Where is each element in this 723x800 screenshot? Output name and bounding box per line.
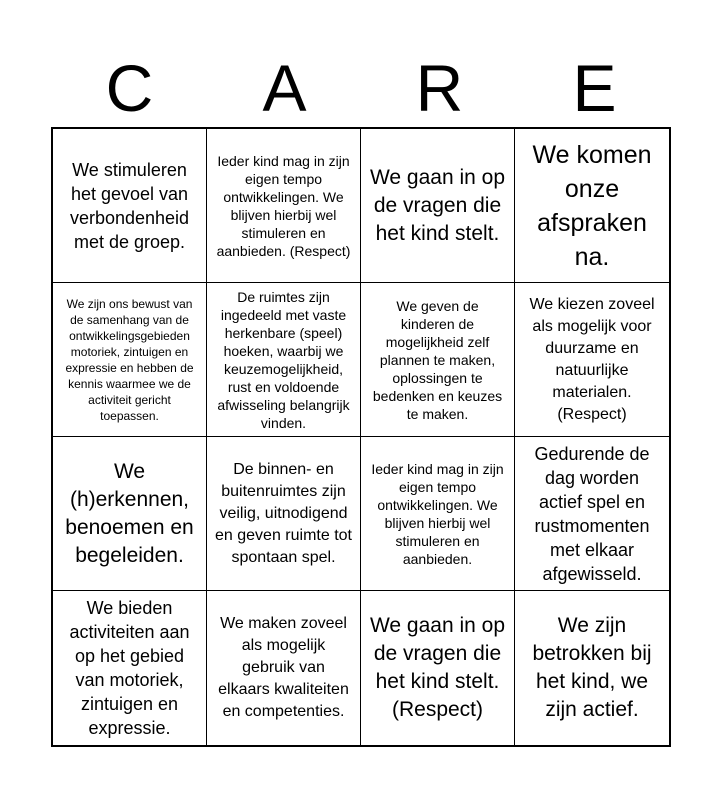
bingo-header [52,50,672,126]
bingo-cell: We stimuleren het gevoel van verbondenheid met de groep. [53,129,207,283]
bingo-cell: We gaan in op de vragen die het kind stelt. (Respect) [361,591,515,745]
bingo-cell: Gedurende de dag worden actief spel en rustmomenten met elkaar afgewisseld. [515,437,669,591]
bingo-cell: We zijn betrokken bij het kind, we zijn actief. [532,614,652,721]
bingo-cell: We komen onze afspraken na. [515,129,669,283]
bingo-cell: We bieden activiteiten aan op het gebied van motoriek, zintuigen en expressie. [53,591,207,745]
header-letter-e: E [572,51,617,125]
bingo-grid [51,127,671,747]
bingo-cell: We (h)erkennen, benoemen en begeleiden. [53,437,207,591]
bingo-cell: We kiezen zoveel als mogelijk voor duurzame en natuurlijke materialen. (Respect) [515,283,669,437]
header-letter-r: R [415,51,464,125]
header-letter-c: C [105,51,154,125]
header-letter-a: A [262,51,307,125]
bingo-cell: We gaan in op de vragen die het kind stelt. [361,129,515,283]
bingo-cell: Ieder kind mag in zijn eigen tempo ontwikkelingen. We blijven hierbij wel stimuleren en aanbieden. (Respect) [207,129,361,283]
bingo-cell: We zijn ons bewust van de samenhang van de ontwikkelingsgebieden motoriek, zintuigen en expressie en hebben de kennis waarmee we de activiteit gericht toepassen. [53,283,207,437]
bingo-cell: Ieder kind mag in zijn eigen tempo ontwikkelingen. We blijven hierbij wel stimuleren en aanbieden. [361,437,515,591]
bingo-cell: De binnen- en buitenruimtes zijn veilig, uitnodigend en geven ruimte tot spontaan spel. [207,437,361,591]
bingo-cell: De ruimtes zijn ingedeeld met vaste herkenbare (speel) hoeken, waarbij we keuzemogelijkheid, rust en voldoende afwisseling belangrijk vinden. [207,283,361,437]
bingo-cell: We maken zoveel als mogelijk gebruik van elkaars kwaliteiten en competenties. [207,591,361,745]
bingo-cell: We geven de kinderen de mogelijkheid zelf plannen te maken, oplossingen te bedenken en keuzes te maken. [361,283,515,437]
